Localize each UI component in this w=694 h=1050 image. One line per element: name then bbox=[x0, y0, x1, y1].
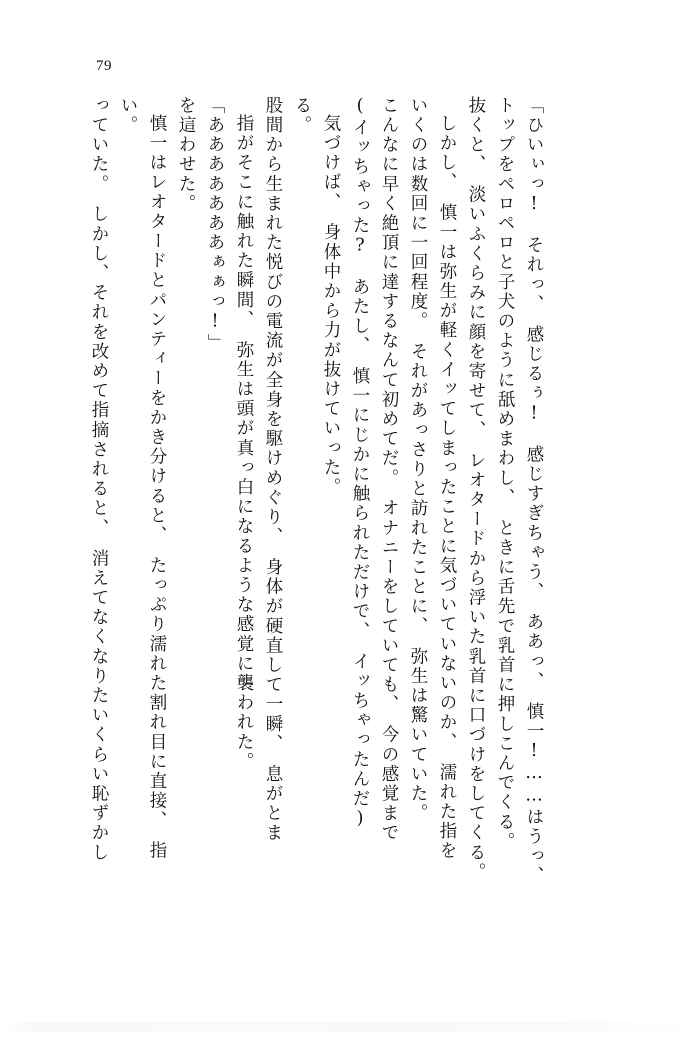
page-number: 79 bbox=[96, 58, 112, 74]
text-column: (イッちゃった? あたし、 慎一にじかに触られただけで、 イッちゃったんだ) bbox=[350, 96, 370, 831]
text-column: 指がそこに触れた瞬間、 弥生は頭が真っ白になるような感覚に襲われた。 bbox=[234, 114, 254, 772]
text-column: しかし、 慎一は弥生が軽くイッてしまったことに気づいていないのか、 濡れた指を bbox=[437, 114, 457, 861]
text-column: こんなに早く絶頂に達するなんて初めてだ。 オナニーをしていても、 今の感覚まで bbox=[379, 96, 399, 843]
text-column: 股間から生まれた悦びの電流が全身を駆けめぐり、 身体が硬直して一瞬、 息がとま bbox=[263, 96, 283, 843]
text-column: トップをペロペロと子犬のように舐めまわし、 ときに舌先で乳首に押しこんでくる。 bbox=[495, 96, 515, 852]
text-column: る。 bbox=[292, 96, 312, 136]
text-column: い。 bbox=[118, 96, 138, 136]
text-column: を這わせた。 bbox=[176, 96, 196, 214]
text-column: 気づけば、 身体中から力が抜けていった。 bbox=[321, 114, 341, 498]
text-column: 慎一はレオタードとパンティーをかき分けると、 たっぷり濡れた割れ目に直接、 指 bbox=[147, 114, 167, 861]
text-column: 「ひいぃっ! それっ、 感じるぅ! 感じすぎちゃう、 ああっ、 慎一!……はうっ、 bbox=[524, 96, 544, 886]
scan-artifact-strip bbox=[0, 1022, 694, 1032]
text-column: 「あああああああぁぁっ!」 bbox=[205, 96, 225, 354]
text-column: 抜くと、 淡いふくらみに顔を寄せて、 レオタードから浮いた乳首に口づけをしてくる。 bbox=[466, 96, 486, 883]
text-column: っていた。 しかし、それを改めて指摘されると、 消えてなくなりたいくらい恥ずかし bbox=[89, 96, 109, 863]
text-column: いくのは数回に一回程度。 それがあっさりと訪れたことに、 弥生は驚いていた。 bbox=[408, 96, 428, 824]
vertical-text-block bbox=[78, 96, 638, 976]
